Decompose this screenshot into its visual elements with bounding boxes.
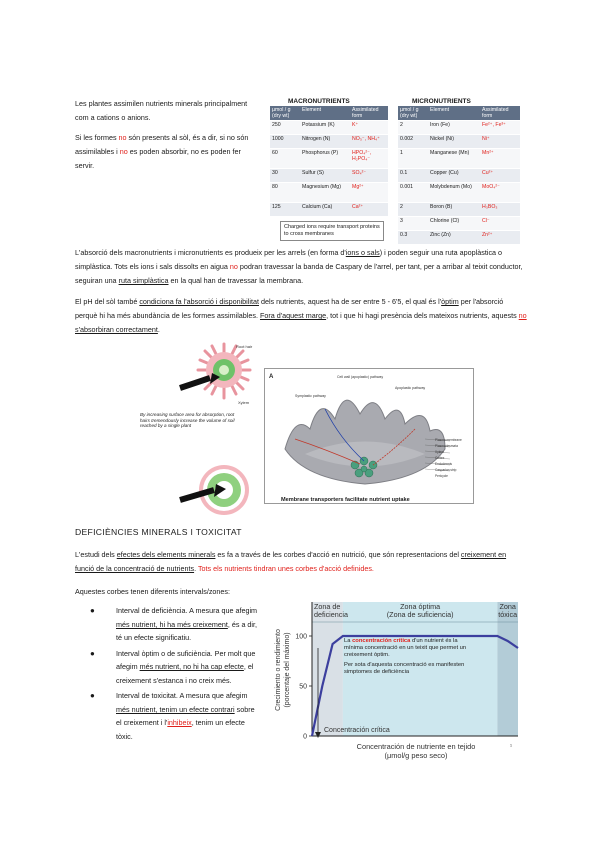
structure-label: Plasmodesmata	[435, 444, 458, 448]
y-tick-label: 0	[303, 733, 307, 741]
table-row: 60 Phosphorus (P) HPO₄²⁻, H₂PO₄⁻	[270, 149, 388, 169]
table-row: 3 Chlorine (Cl) Cl⁻	[398, 217, 520, 231]
macronutrients-grid	[270, 106, 388, 216]
micronutrients-grid	[398, 106, 520, 244]
root-figure-caption: By increasing surface area for absorption, root hairs tremendously increase the volume of soil reached by a single plant	[140, 412, 235, 429]
list-item: ● Interval de toxicitat. A mesura que afegim més nutrient, tenim un efecte contrari sobre el creixement i l'inhibeix, tenim un efecte tòxic.	[90, 691, 255, 741]
pathway-label: Symplastic pathway	[295, 394, 326, 398]
table-row: 2 Boron (B) H₃BO₃	[398, 203, 520, 217]
footnote-mark: ₁	[510, 742, 513, 748]
col-header: µmol / g (dry wt)	[398, 106, 428, 121]
root-hair-label: Root hair	[236, 344, 253, 349]
root-hair-figure	[140, 340, 268, 520]
x-axis-title: Concentración de nutriente en tejido (μmol/g peso seco)	[356, 742, 476, 760]
col-header: Assimilated form	[350, 106, 388, 121]
zones-intro: Aquestes corbes tenen diferents intervals/zones:	[75, 587, 231, 596]
transporter-caption: Membrane transporters facilitate nutrient uptake	[281, 497, 410, 503]
col-header: µmol / g (dry wt)	[270, 106, 300, 121]
table-row: 80 Magnesium (Mg) Mg²⁺	[270, 183, 388, 203]
structure-label: Pericycle	[435, 474, 448, 478]
structure-label: Endodermis	[435, 462, 453, 466]
table-row: 30 Sulfur (S) SO₄²⁻	[270, 169, 388, 183]
structure-label: Plasma membrane	[435, 438, 462, 442]
critical-annotation: La concentración crítica d'un nutrient és la mínima concentració en un teixit que permet un creixement òptim. Per sota d'aquesta concentració es manifesten simptomes de deficiència	[344, 638, 467, 675]
zone-label-deficiency: Zona de deficiencia	[314, 602, 348, 619]
structure-label: Casparian strip	[435, 468, 457, 472]
table-row: 0.1 Copper (Cu) Cu²⁺	[398, 169, 520, 183]
macronutrients-title: MACRONUTRIENTS	[288, 98, 350, 105]
section-heading: DEFICIÈNCIES MINERALS I TOXICITAT	[75, 527, 242, 537]
col-header: Element	[428, 106, 480, 121]
root-section-bottom	[180, 465, 249, 515]
table-row: 1 Manganese (Mn) Mn²⁺	[398, 149, 520, 169]
xylem-label: Xylem	[238, 400, 250, 405]
pathway-label: Cell wall (apoplastic) pathway	[337, 375, 384, 379]
intro-paragraph-1: Les plantes assimilen nutrients minerals principalment com a cations o anions.	[75, 99, 248, 122]
absorption-paragraph: L'absorció dels macronutrients i micronutrients es produeix per les arrels (en forma d'ions o sals) i poden seguir una ruta apoplàstica o simplàstica. Tots els ions i sals dissolts en aigua no podran travessar la banda de Caspary de l'arrel, per tant, per a arribar al teixit conductor, seguiran una ruta simplàstica en la qual han de travessar la membrana.	[75, 248, 523, 285]
intro-paragraph-2: Si les formes no són presents al sòl, és a dir, si no són assimilables i no es poden absorbir, no es poden fer servir.	[75, 133, 249, 170]
transport-note: Charged ions require transport proteins to cross membranes	[280, 221, 384, 241]
zone-label-toxic: Zona tóxica	[498, 602, 518, 619]
root-section-top	[180, 344, 250, 398]
structure-label: Cortex	[435, 456, 445, 460]
table-row: 1000 Nitrogen (N) NO₃⁻, NH₄⁺	[270, 135, 388, 149]
transporter-diagram	[265, 369, 473, 491]
col-header: Element	[300, 106, 350, 121]
list-item: ● Interval de deficiència. A mesura que afegim més nutrient, hi ha més creixement, és a dir, té un efecte significatiu.	[90, 606, 258, 642]
micronutrients-table	[398, 98, 520, 244]
ph-paragraph: El pH del sòl també condiciona fa l'absorció i disponibilitat dels nutrients, aquest ha de ser entre 5 - 6'5, el qual és l'òptim per l'absorció perquè hi ha més abundància de les formes assimilables. Fora d'aquest marge, tot i que hi hagi presència dels mateixos nutrients, aquests no s'absorbiran correctament.	[75, 297, 527, 334]
membrane-transporter-figure	[264, 368, 474, 504]
pathway-label: Apoplastic pathway	[395, 386, 426, 390]
col-header: Assimilated form	[480, 106, 520, 121]
list-item: ● Interval òptim o de suficiència. Per molt que afegim més nutrient, no hi ha cap efecte, el creixement s'estanca i no creix més.	[90, 648, 256, 685]
micronutrients-title: MICRONUTRIENTS	[412, 98, 471, 105]
table-row: 0.3 Zinc (Zn) Zn²⁺	[398, 231, 520, 245]
table-row: 2 Iron (Fe) Fe²⁺, Fe³⁺	[398, 121, 520, 135]
macronutrients-table	[270, 98, 388, 216]
table-row: 250 Potassium (K) K⁺	[270, 121, 388, 135]
critical-label: Concentración crítica	[324, 727, 390, 734]
curves-paragraph: L'estudi dels efectes dels elements minerals es fa a través de les corbes d'acció en nutrició, que són representacions del creixement en funció de la concentració de nutrients. Tots els nutrients tindran unes corbes d'acció definides.	[75, 550, 507, 573]
zone-label-optimal: Zona óptima (Zona de suficiencia)	[386, 602, 454, 619]
action-curve-chart	[266, 596, 530, 786]
intervals-list	[90, 604, 260, 745]
panel-letter: A	[269, 374, 274, 380]
y-tick-label: 100	[295, 633, 307, 641]
y-tick-label: 50	[299, 683, 307, 691]
y-axis-title: Crecimiento o rendimiento (porcentaje del máximo)	[275, 629, 291, 711]
table-row: 0.001 Molybdenum (Mo) MoO₄²⁻	[398, 183, 520, 203]
structure-label: Xylem	[435, 450, 444, 454]
table-row: 125 Calcium (Ca) Ca²⁺	[270, 203, 388, 217]
table-row: 0.002 Nickel (Ni) Ni⁺	[398, 135, 520, 149]
